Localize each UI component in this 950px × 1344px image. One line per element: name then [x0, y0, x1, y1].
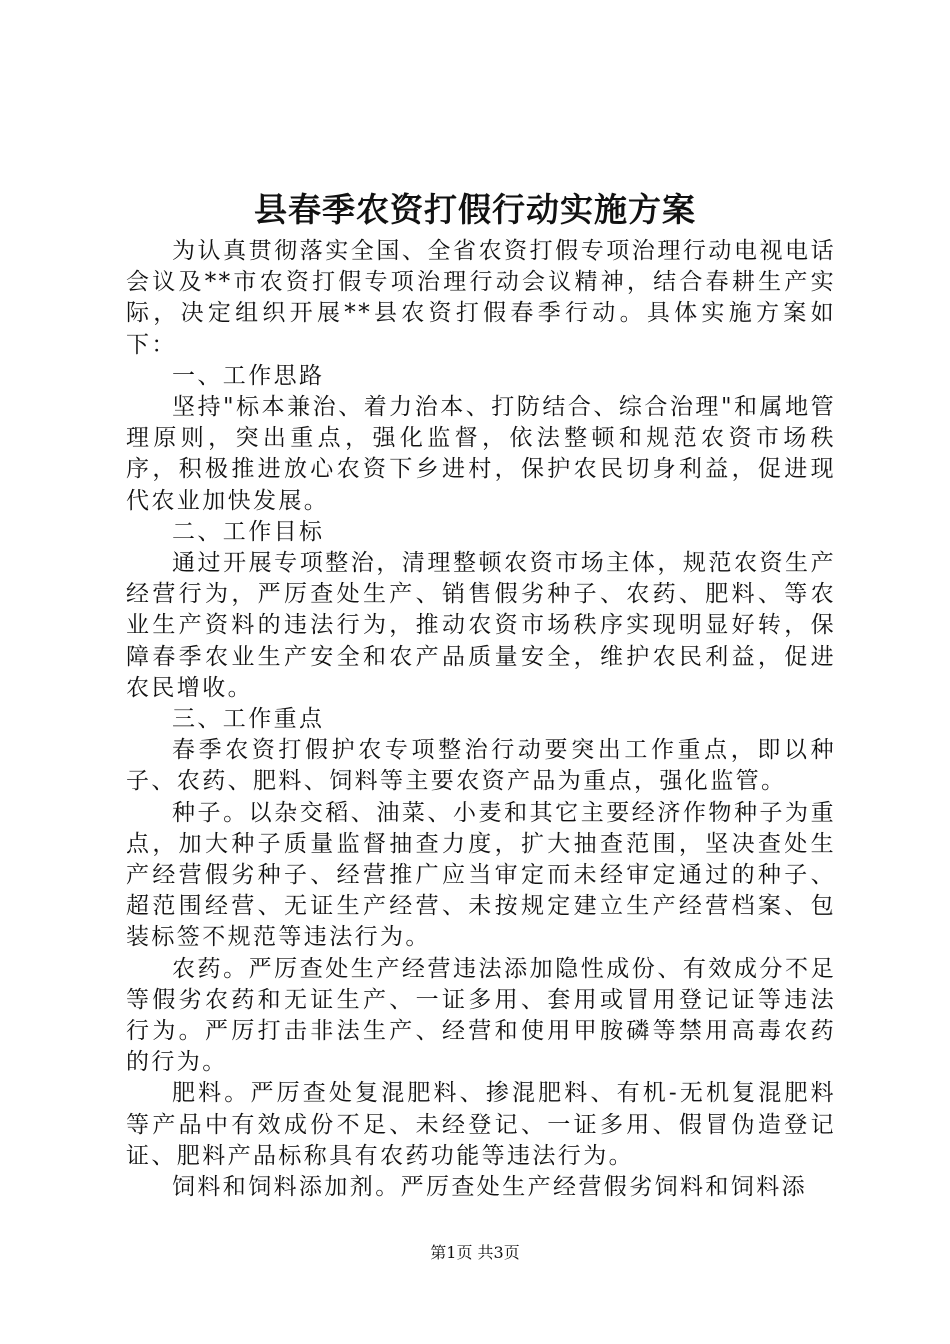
body-paragraph: 种子。以杂交稻、油菜、小麦和其它主要经济作物种子为重点，加大种子质量监督抽查力度，扩大抽查范围，坚决查处生产经营假劣种子、经营推广应当审定而未经审定通过的种子、超范围经营、无证生产经营、未按规定建立生产经营档案、包装标签不规范等违法行为。: [126, 799, 836, 951]
document-title: 县春季农资打假行动实施方案: [254, 190, 696, 229]
body-paragraph: 坚持"标本兼治、着力治本、打防结合、综合治理"和属地管理原则，突出重点，强化监督，依法整顿和规范农资市场秩序，积极推进放心农资下乡进村，保护农民切身利益，促进现代农业加快发展。: [126, 394, 836, 514]
body-paragraph: 饲料和饲料添加剂。严厉查处生产经营假劣饲料和饲料添: [172, 1174, 807, 1201]
body-paragraph: 农药。严厉查处生产经营违法添加隐性成份、有效成分不足等假劣农药和无证生产、一证多用、套用或冒用登记证等违法行为。严厉打击非法生产、经营和使用甲胺磷等禁用高毒农药的行为。: [126, 955, 836, 1076]
body-paragraph: 春季农资打假护农专项整治行动要突出工作重点，即以种子、农药、肥料、饲料等主要农资产品为重点，强化监管。: [126, 737, 836, 795]
document-body: [126, 236, 836, 1203]
body-paragraph: 通过开展专项整治，清理整顿农资市场主体，规范农资生产经营行为，严厉查处生产、销售假劣种子、农药、肥料、等农业生产资料的违法行为，推动农资市场秩序实现明显好转，保障春季农业生产安全和农产品质量安全，维护农民利益，促进农民增收。: [126, 550, 836, 701]
section-heading: 三、工作重点: [172, 706, 325, 733]
intro-paragraph: 为认真贯彻落实全国、全省农资打假专项治理行动电视电话会议及**市农资打假专项治理行动会议精神，结合春耕生产实际，决定组织开展**县农资打假春季行动。具体实施方案如下：: [126, 238, 836, 358]
body-paragraph: 肥料。严厉查处复混肥料、掺混肥料、有机-无机复混肥料等产品中有效成份不足、未经登记、一证多用、假冒伪造登记证、肥料产品标称具有农药功能等违法行为。: [126, 1080, 836, 1169]
section-heading: 二、工作目标: [172, 518, 325, 545]
page-footer: 第1页 共3页: [430, 1243, 520, 1262]
section-heading: 一、工作思路: [172, 362, 325, 389]
